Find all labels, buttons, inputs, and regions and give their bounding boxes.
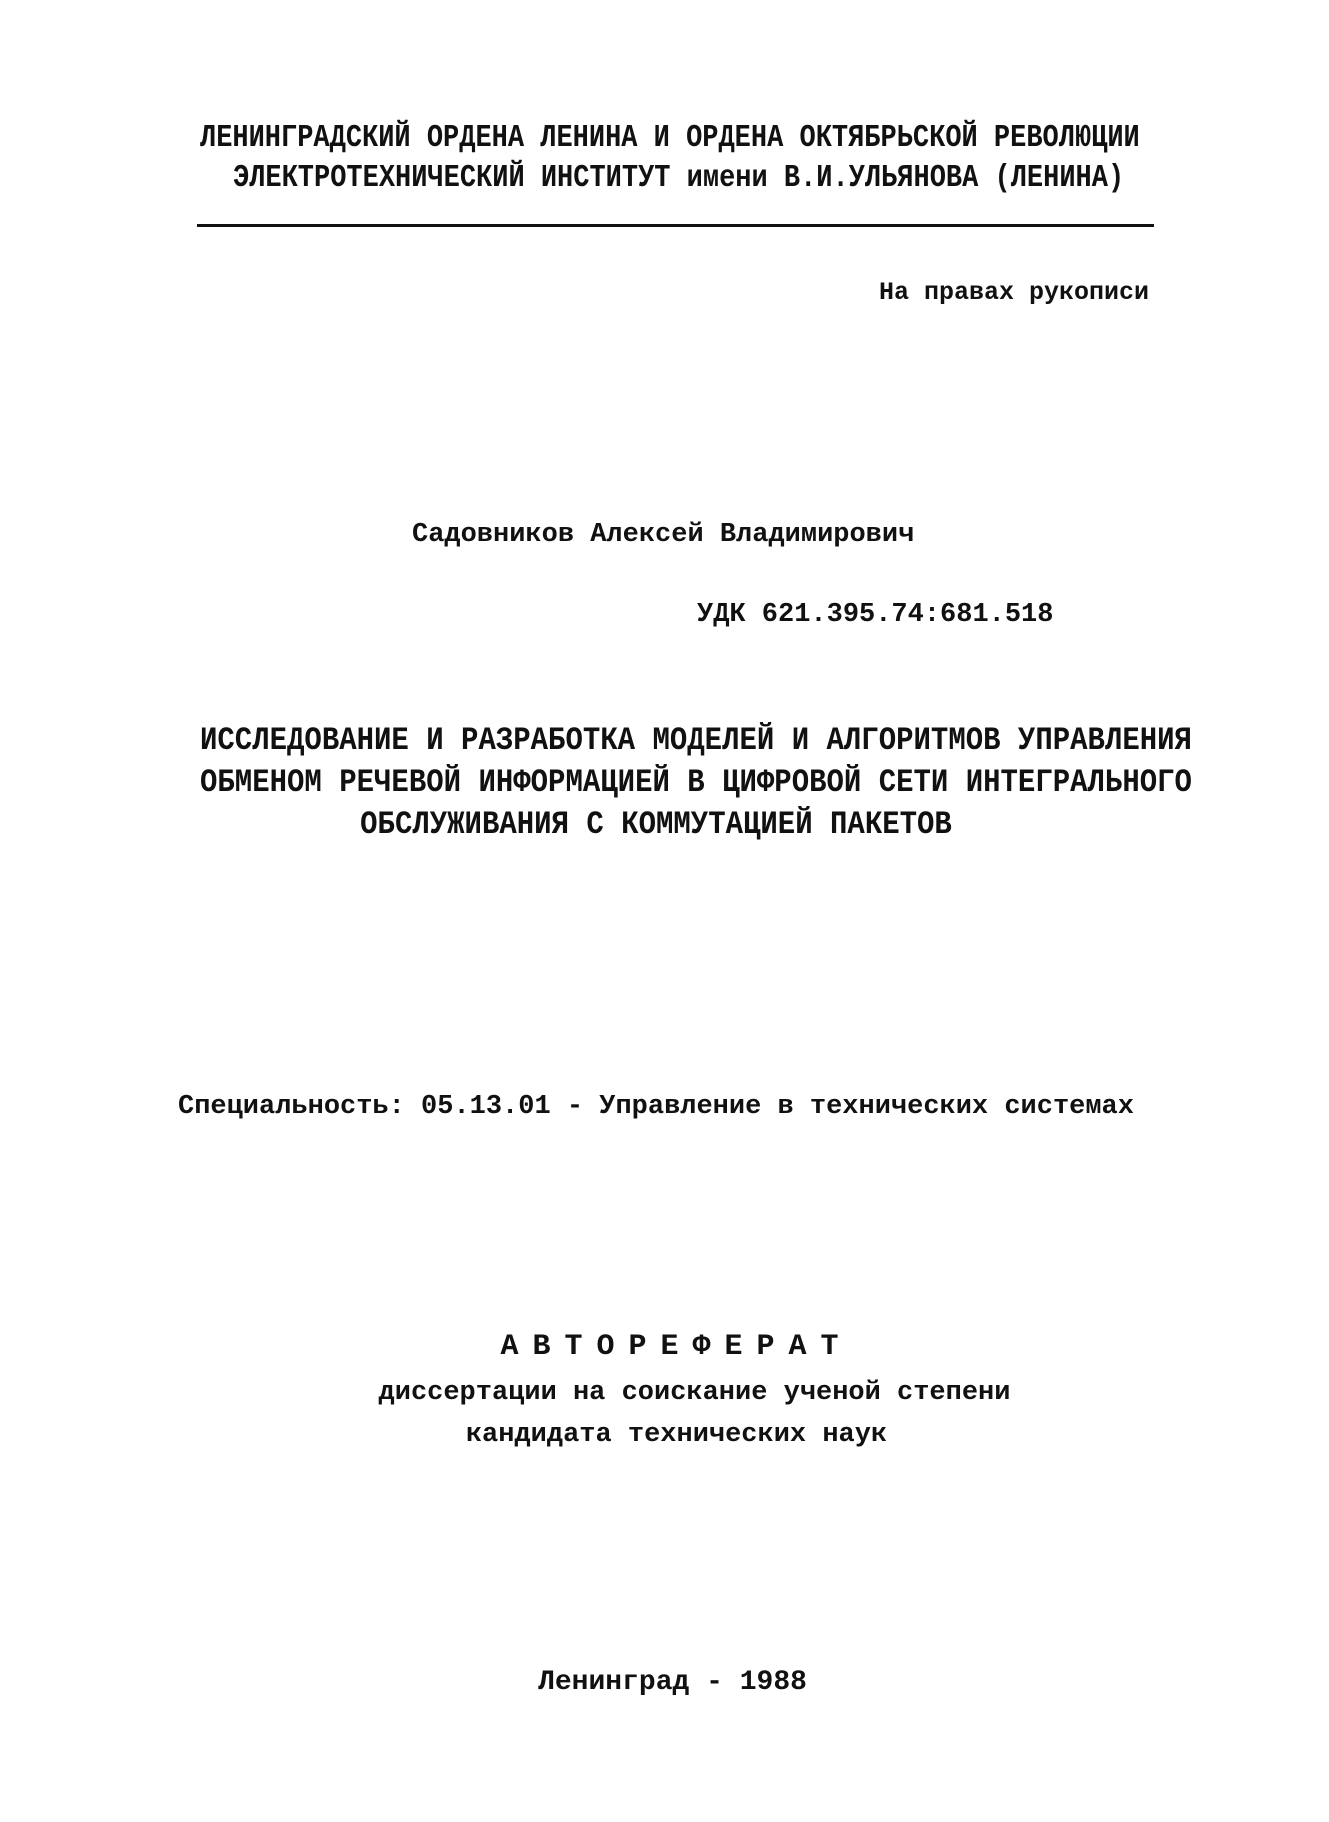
title-line-3: ОБСЛУЖИВАНИЯ С КОММУТАЦИЕЙ ПАКЕТОВ — [360, 806, 952, 843]
specialty: Специальность: 05.13.01 - Управление в технических системах — [178, 1092, 1134, 1122]
udk-code: УДК 621.395.74:681.518 — [697, 600, 1054, 630]
place-year: Ленинград - 1988 — [538, 1667, 807, 1698]
institution-line-1: ЛЕНИНГРАДСКИЙ ОРДЕНА ЛЕНИНА И ОРДЕНА ОКТЯБРЬСКОЙ РЕВОЛЮЦИИ — [200, 122, 1140, 157]
abstract-heading: АВТОРЕФЕРАТ — [500, 1330, 853, 1364]
rights-note: На правах рукописи — [878, 278, 1149, 307]
title-line-2: ОБМЕНОМ РЕЧЕВОЙ ИНФОРМАЦИЕЙ В ЦИФРОВОЙ СЕТИ ИНТЕГРАЛЬНОГО — [200, 764, 1192, 801]
institution-line-2: ЭЛЕКТРОТЕХНИЧЕСКИЙ ИНСТИТУТ имени В.И.УЛЬЯНОВА (ЛЕНИНА) — [233, 162, 1125, 197]
title-line-1: ИССЛЕДОВАНИЕ И РАЗРАБОТКА МОДЕЛЕЙ И АЛГОРИТМОВ УПРАВЛЕНИЯ — [200, 722, 1192, 759]
abstract-subtitle-line-2: кандидата технических наук — [465, 1420, 888, 1450]
abstract-subtitle-line-1: диссертации на соискание ученой степени — [378, 1378, 1011, 1408]
author-name: Садовников Алексей Владимирович — [412, 520, 915, 550]
header-divider — [197, 224, 1154, 227]
